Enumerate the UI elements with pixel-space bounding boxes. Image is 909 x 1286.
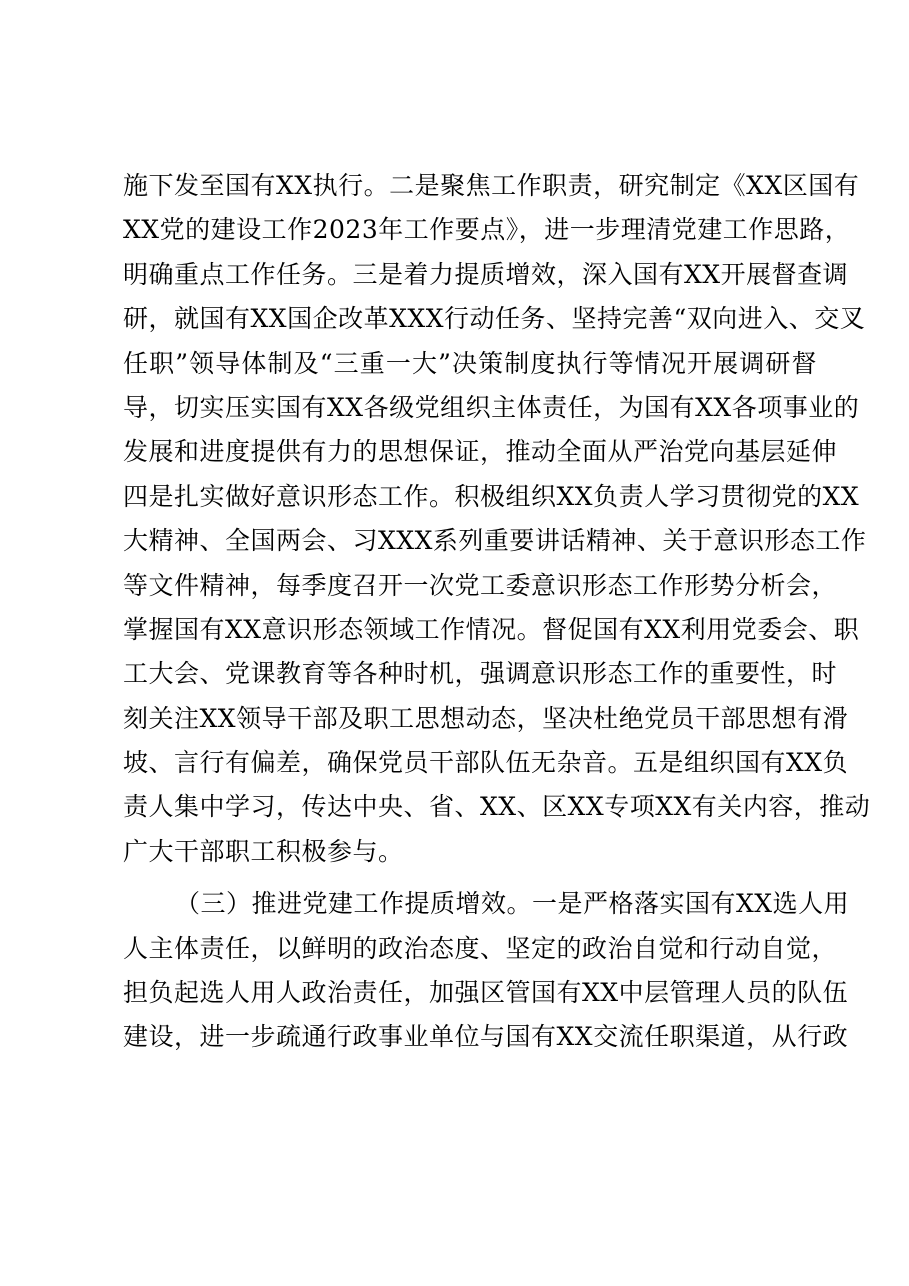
text-line: 刻关注XX领导干部及职工思想动态，坚决杜绝党员干部思想有滑 [123,703,849,733]
text-line: 建设，进一步疏通行政事业单位与国有XX交流任职渠道，从行政 [123,1022,849,1052]
text-line-last: 广大干部职工积极参与。 [123,836,404,866]
text-line: 明确重点工作任务。三是着力提质增效，深入国有XX开展督查调 [123,259,849,289]
section-heading-line: （三）推进党建工作提质增效。一是严格落实国有XX选人用 [175,889,850,919]
text-line: 担负起选人用人政治责任，加强区管国有XX中层管理人员的队伍 [123,978,849,1008]
text-line: 施下发至国有XX执行。二是聚焦工作职责，研究制定《XX区国有 [123,171,860,200]
paragraph-2 [123,882,850,1060]
text-line: 导，切实压实国有XX各级党组织主体责任，为国有XX各项事业的 [123,392,860,422]
text-line: XX党的建设工作2023年工作要点》，进一步理清党建工作思路， [123,215,851,245]
text-line: 坡、言行有偏差，确保党员干部队伍无杂音。五是组织国有XX负 [123,748,849,778]
text-line: 大精神、全国两会、习XXX系列重要讲话精神、关于意识形态工作 [123,526,867,556]
text-line: 责人集中学习，传达中央、省、XX、区XX专项XX有关内容，推动 [123,792,871,822]
text-line: 人主体责任，以鲜明的政治态度、坚定的政治自觉和行动自觉， [123,933,838,963]
document-body [123,164,871,1060]
text-line: 研，就国有XX国企改革XXX行动任务、坚持完善“双向进入、交叉 [123,304,866,334]
paragraph-1 [123,164,871,874]
text-line: 等文件精神，每季度召开一次党工委意识形态工作形势分析会， [123,570,838,600]
paragraph-gap [123,874,823,882]
text-line: 掌握国有XX意识形态领域工作情况。督促国有XX利用党委会、职 [123,614,860,644]
text-line: 发展和进度提供有力的思想保证，推动全面从严治党向基层延伸 [123,437,838,467]
text-line: 工大会、党课教育等各种时机，强调意识形态工作的重要性，时 [123,659,838,689]
text-line: 任职”领导体制及“三重一大”决策制度执行等情况开展调研督 [123,348,817,378]
text-line: 四是扎实做好意识形态工作。积极组织XX负责人学习贯彻党的XX [123,481,860,511]
